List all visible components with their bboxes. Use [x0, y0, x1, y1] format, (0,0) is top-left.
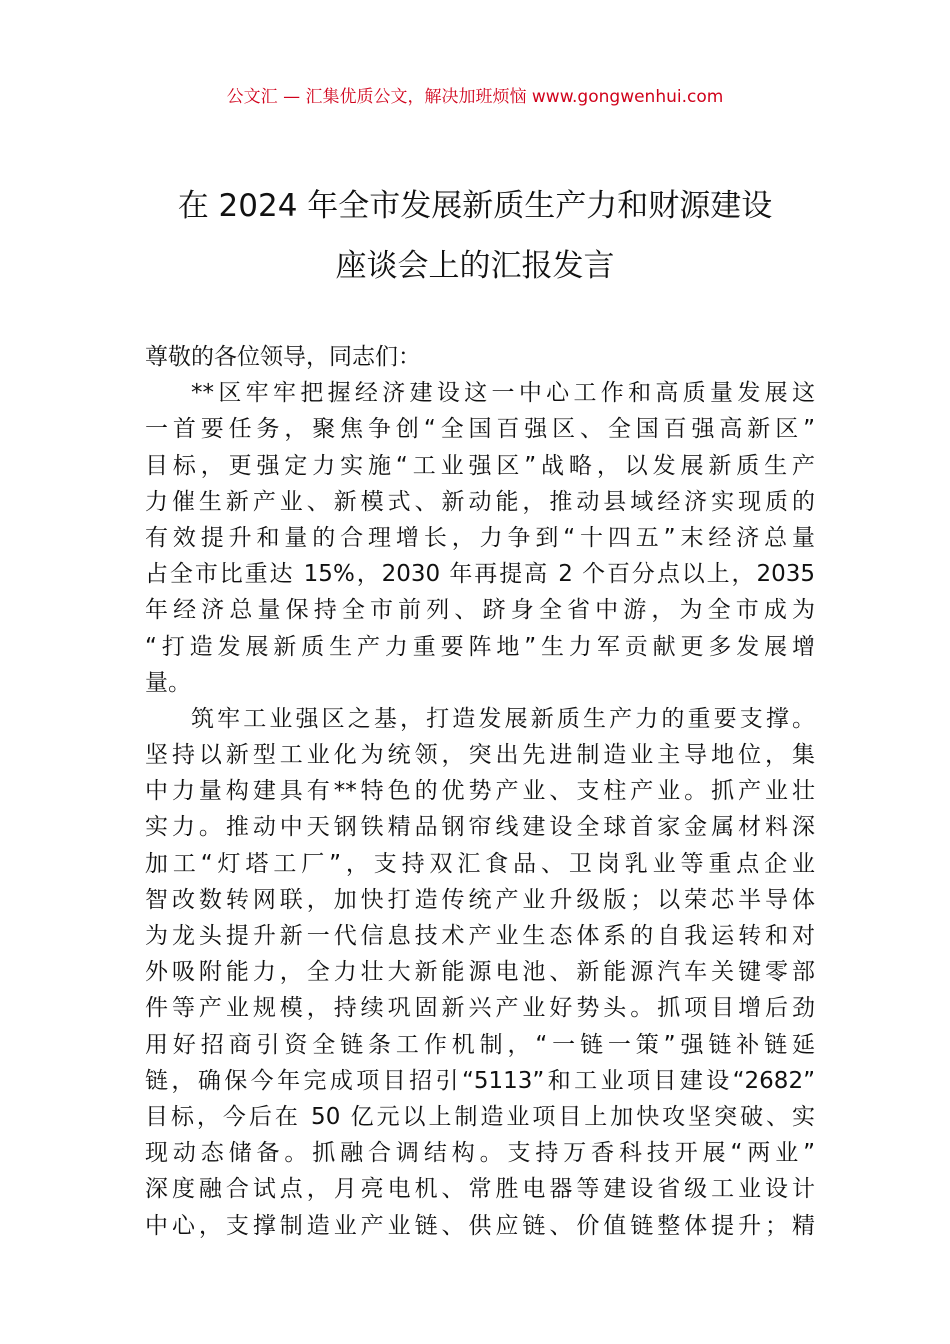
paragraph-2-line: 为龙头提升新一代信息技术产业生态体系的自我运转和对: [145, 923, 815, 949]
paragraph-2-line: 用好招商引资全链条工作机制，“一链一策”强链补链延: [145, 1031, 815, 1058]
paragraph-1-line: 占全市比重达 15%，2030 年再提高 2 个百分点以上，2035: [145, 561, 815, 588]
paragraph-2-line: 中心，支撑制造业产业链、供应链、价值链整体提升；精: [145, 1212, 815, 1239]
paragraph-1-line: 年经济总量保持全市前列、跻身全省中游，为全市成为: [145, 597, 815, 624]
paragraph-1-line: 目标，更强定力实施“工业强区”战略，以发展新质生产: [145, 452, 815, 479]
paragraph-2-line: 链，确保今年完成项目招引“5113”和工业项目建设“2682”: [145, 1067, 815, 1094]
paragraph-2-line: 外吸附能力，全力壮大新能源电池、新能源汽车关键零部: [145, 959, 815, 986]
salutation: 尊敬的各位领导，同志们：: [145, 344, 421, 370]
paragraph-1-line: 力催生新产业、新模式、新动能，推动县域经济实现质的: [145, 488, 815, 515]
paragraph-1-line: 有效提升和量的合理增长，力争到“十四五”末经济总量: [145, 524, 815, 551]
paragraph-1-line: 一首要任务，聚焦争创“全国百强区、全国百强高新区”: [145, 416, 815, 443]
header-watermark: 公文汇 — 汇集优质公文，解决加班烦恼 www.gongwenhui.com: [226, 87, 724, 107]
paragraph-2-line: 筑牢工业强区之基，打造发展新质生产力的重要支撑。: [191, 705, 815, 732]
paragraph-2-line: 目标，今后在 50 亿元以上制造业项目上加快攻坚突破、实: [145, 1103, 815, 1130]
paragraph-2-line: 中力量构建具有**特色的优势产业、支柱产业。抓产业壮: [145, 778, 815, 805]
paragraph-2-line: 实力。推动中天钢铁精品钢帘线建设全球首家金属材料深: [145, 814, 815, 841]
paragraph-1-line: 量。: [145, 669, 191, 696]
paragraph-2-line: 加工“灯塔工厂”，支持双汇食品、卫岗乳业等重点企业: [145, 850, 815, 877]
paragraph-2-line: 件等产业规模，持续巩固新兴产业好势头。抓项目增后劲: [145, 995, 815, 1022]
document-body: [145, 339, 815, 1244]
paragraph-2-line: 坚持以新型工业化为统领，突出先进制造业主导地位，集: [145, 742, 815, 769]
paragraph-1-line: “打造发展新质生产力重要阵地”生力军贡献更多发展增: [145, 633, 815, 660]
paragraph-2-line: 智改数转网联，加快打造传统产业升级版；以荣芯半导体: [145, 886, 815, 913]
title-line-2: 座谈会上的汇报发言: [335, 248, 615, 284]
paragraph-2-line: 现动态储备。抓融合调结构。支持万香科技开展“两业”: [145, 1140, 815, 1167]
document-title: [100, 176, 850, 296]
paragraph-1-line: **区牢牢把握经济建设这一中心工作和高质量发展这: [191, 380, 815, 407]
paragraph-2-line: 深度融合试点，月亮电机、常胜电器等建设省级工业设计: [145, 1176, 815, 1203]
title-line-1: 在 2024 年全市发展新质生产力和财源建设: [177, 188, 773, 224]
